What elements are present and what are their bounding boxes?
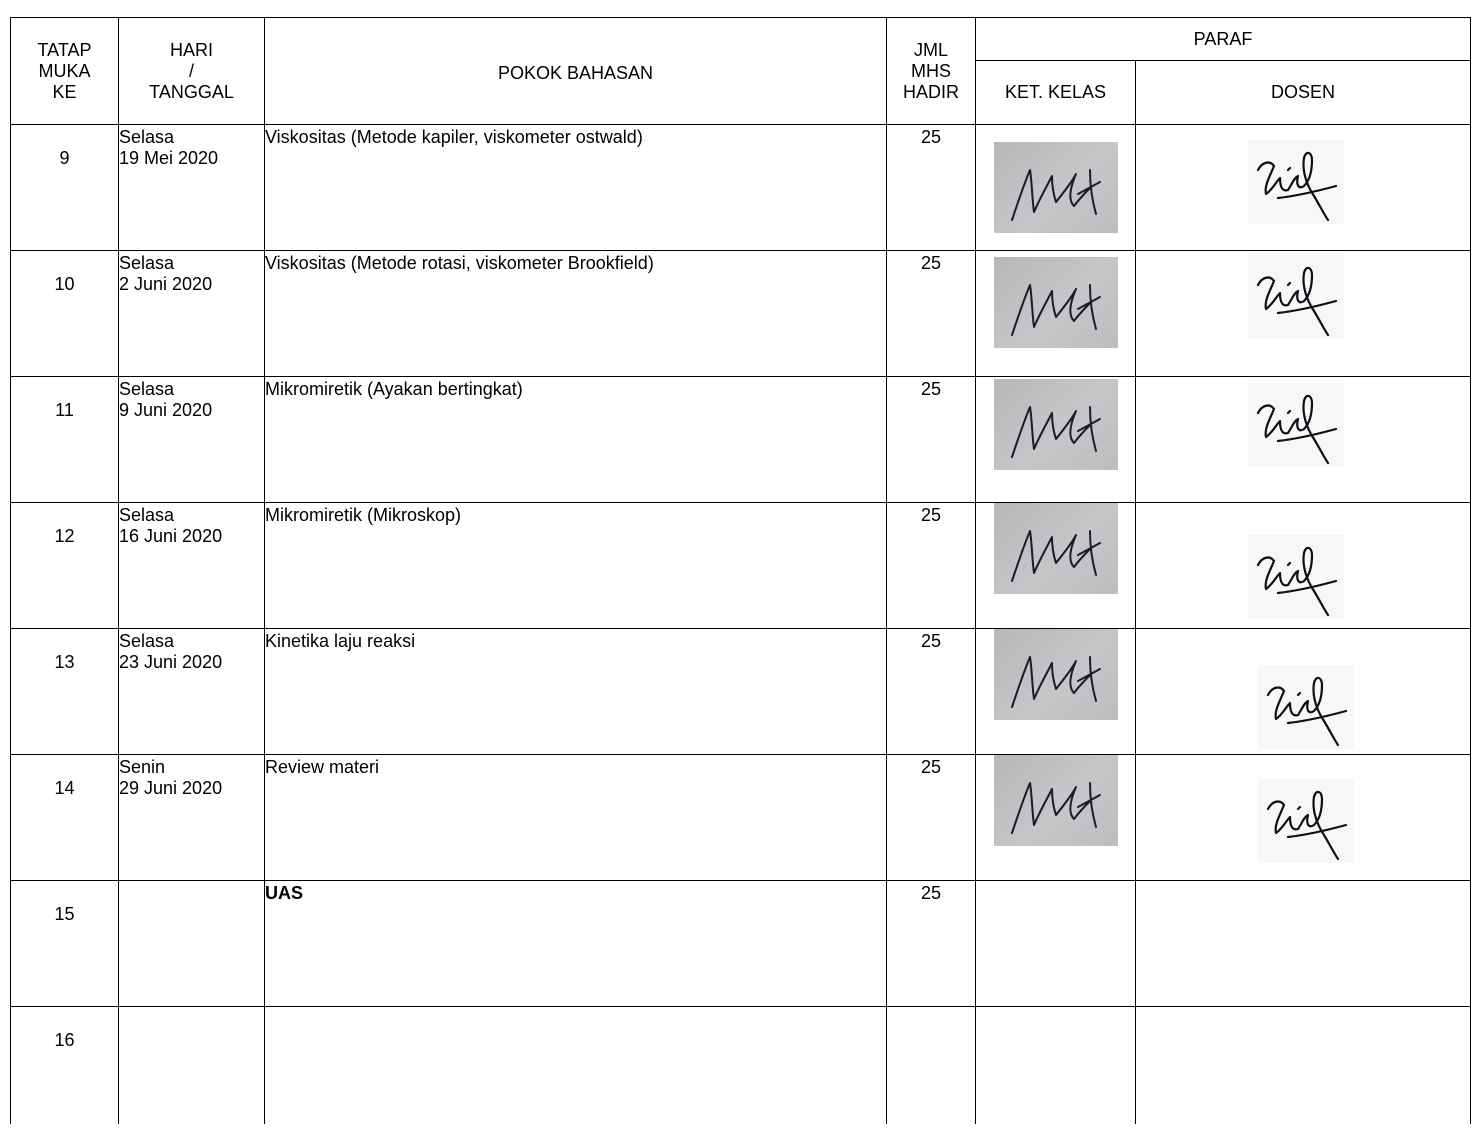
meeting-number-cell — [11, 881, 119, 1007]
ket-kelas-signature-icon — [994, 503, 1118, 594]
meeting-topic: Viskositas (Metode kapiler, viskometer ostwald) — [265, 127, 643, 147]
meeting-topic — [265, 1007, 886, 1009]
topic-cell — [265, 503, 887, 629]
ket-kelas-signature-cell — [976, 377, 1136, 503]
header-jml-mhs-hadir — [887, 18, 976, 125]
attendance-count: 25 — [920, 505, 942, 525]
header-dosen — [1136, 61, 1471, 125]
date-cell — [119, 755, 265, 881]
table-row — [11, 125, 1471, 251]
ket-kelas-signature-cell — [976, 755, 1136, 881]
table-row — [11, 503, 1471, 629]
ket-kelas-signature-cell — [976, 881, 1136, 1007]
meeting-number: 13 — [54, 652, 75, 672]
table-row — [11, 377, 1471, 503]
ket-kelas-signature-cell — [976, 251, 1136, 377]
attendance-count-cell — [887, 629, 976, 755]
date-cell — [119, 881, 265, 1007]
attendance-count-cell — [887, 1007, 976, 1124]
table-row — [11, 629, 1471, 755]
ket-kelas-signature-cell — [976, 125, 1136, 251]
ket-kelas-signature-icon — [994, 379, 1118, 470]
attendance-count-cell — [887, 251, 976, 377]
date-cell — [119, 629, 265, 755]
attendance-count — [887, 1007, 975, 1009]
meeting-number: 16 — [54, 1030, 75, 1050]
topic-cell — [265, 1007, 887, 1124]
header-dosen-text: DOSEN — [1270, 82, 1335, 102]
header-hari-tanggal-text: HARI / TANGGAL — [149, 39, 234, 102]
attendance-log-table — [10, 17, 1471, 1124]
topic-cell — [265, 629, 887, 755]
dosen-signature-icon — [1258, 779, 1354, 863]
date-cell — [119, 251, 265, 377]
attendance-count-cell — [887, 377, 976, 503]
dosen-signature-cell — [1136, 377, 1471, 503]
meeting-number-cell — [11, 503, 119, 629]
meeting-topic: Viskositas (Metode rotasi, viskometer Brookfield) — [265, 253, 654, 273]
ket-kelas-signature-cell — [976, 629, 1136, 755]
ket-kelas-signature-cell — [976, 1007, 1136, 1124]
meeting-date: Senin 29 Juni 2020 — [119, 757, 223, 798]
header-tatap-muka-ke-text: TATAP MUKA KE — [37, 39, 92, 102]
attendance-count: 25 — [920, 883, 942, 903]
table-row — [11, 881, 1471, 1007]
meeting-number-cell — [11, 377, 119, 503]
meeting-number-cell — [11, 251, 119, 377]
meeting-topic: Review materi — [265, 757, 380, 777]
dosen-signature-cell — [1136, 629, 1471, 755]
meeting-date: Selasa 2 Juni 2020 — [119, 253, 213, 294]
ket-kelas-signature-cell — [976, 503, 1136, 629]
dosen-signature-cell — [1136, 1007, 1471, 1124]
dosen-signature-icon — [1248, 140, 1344, 224]
meeting-number: 15 — [54, 904, 75, 924]
meeting-date: Selasa 23 Juni 2020 — [119, 631, 223, 672]
date-cell — [119, 1007, 265, 1124]
meeting-date — [119, 881, 264, 883]
date-cell — [119, 503, 265, 629]
dosen-signature-icon — [1248, 255, 1344, 339]
ket-kelas-signature-icon — [994, 629, 1118, 720]
header-ket-kelas-text: KET. KELAS — [1004, 82, 1107, 102]
attendance-count: 25 — [920, 127, 942, 147]
dosen-signature-icon — [1248, 535, 1344, 619]
dosen-signature-cell — [1136, 755, 1471, 881]
meeting-number-cell — [11, 629, 119, 755]
topic-cell — [265, 377, 887, 503]
header-jml-mhs-hadir-text: JML MHS HADIR — [902, 39, 959, 102]
date-cell — [119, 125, 265, 251]
header-pokok-bahasan-text: POKOK BAHASAN — [497, 62, 654, 83]
dosen-signature-cell — [1136, 251, 1471, 377]
meeting-number: 12 — [54, 526, 75, 546]
meeting-number: 14 — [54, 778, 75, 798]
meeting-number-cell — [11, 125, 119, 251]
meeting-date: Selasa 9 Juni 2020 — [119, 379, 213, 420]
header-ket-kelas — [976, 61, 1136, 125]
attendance-count-cell — [887, 125, 976, 251]
attendance-count: 25 — [920, 631, 942, 651]
topic-cell — [265, 755, 887, 881]
table-row — [11, 251, 1471, 377]
attendance-count-cell — [887, 503, 976, 629]
dosen-signature-icon — [1258, 665, 1354, 749]
header-hari-tanggal — [119, 18, 265, 125]
dosen-signature-cell — [1136, 503, 1471, 629]
attendance-count: 25 — [920, 757, 942, 777]
meeting-date: Selasa 19 Mei 2020 — [119, 127, 219, 168]
meeting-number: 11 — [55, 400, 74, 420]
ket-kelas-signature-icon — [994, 755, 1118, 846]
meeting-date: Selasa 16 Juni 2020 — [119, 505, 223, 546]
dosen-signature-cell — [1136, 125, 1471, 251]
meeting-topic: Mikromiretik (Ayakan bertingkat) — [265, 379, 523, 399]
header-paraf-text: PARAF — [1193, 28, 1253, 49]
meeting-topic: UAS — [265, 883, 304, 903]
topic-cell — [265, 881, 887, 1007]
meeting-number-cell — [11, 1007, 119, 1124]
attendance-count: 25 — [920, 379, 942, 399]
attendance-count-cell — [887, 881, 976, 1007]
topic-cell — [265, 251, 887, 377]
meeting-topic: Mikromiretik (Mikroskop) — [265, 505, 462, 525]
header-pokok-bahasan — [265, 18, 887, 125]
table-row — [11, 1007, 1471, 1124]
meeting-date — [119, 1007, 264, 1009]
attendance-count: 25 — [920, 253, 942, 273]
attendance-count-cell — [887, 755, 976, 881]
dosen-signature-cell — [1136, 881, 1471, 1007]
meeting-number: 9 — [59, 148, 70, 168]
header-tatap-muka-ke — [11, 18, 119, 125]
topic-cell — [265, 125, 887, 251]
meeting-number: 10 — [54, 274, 75, 294]
date-cell — [119, 377, 265, 503]
meeting-topic: Kinetika laju reaksi — [265, 631, 416, 651]
meeting-number-cell — [11, 755, 119, 881]
ket-kelas-signature-icon — [994, 142, 1118, 233]
ket-kelas-signature-icon — [994, 257, 1118, 348]
dosen-signature-icon — [1248, 383, 1344, 467]
table-row — [11, 755, 1471, 881]
header-paraf — [976, 18, 1471, 61]
